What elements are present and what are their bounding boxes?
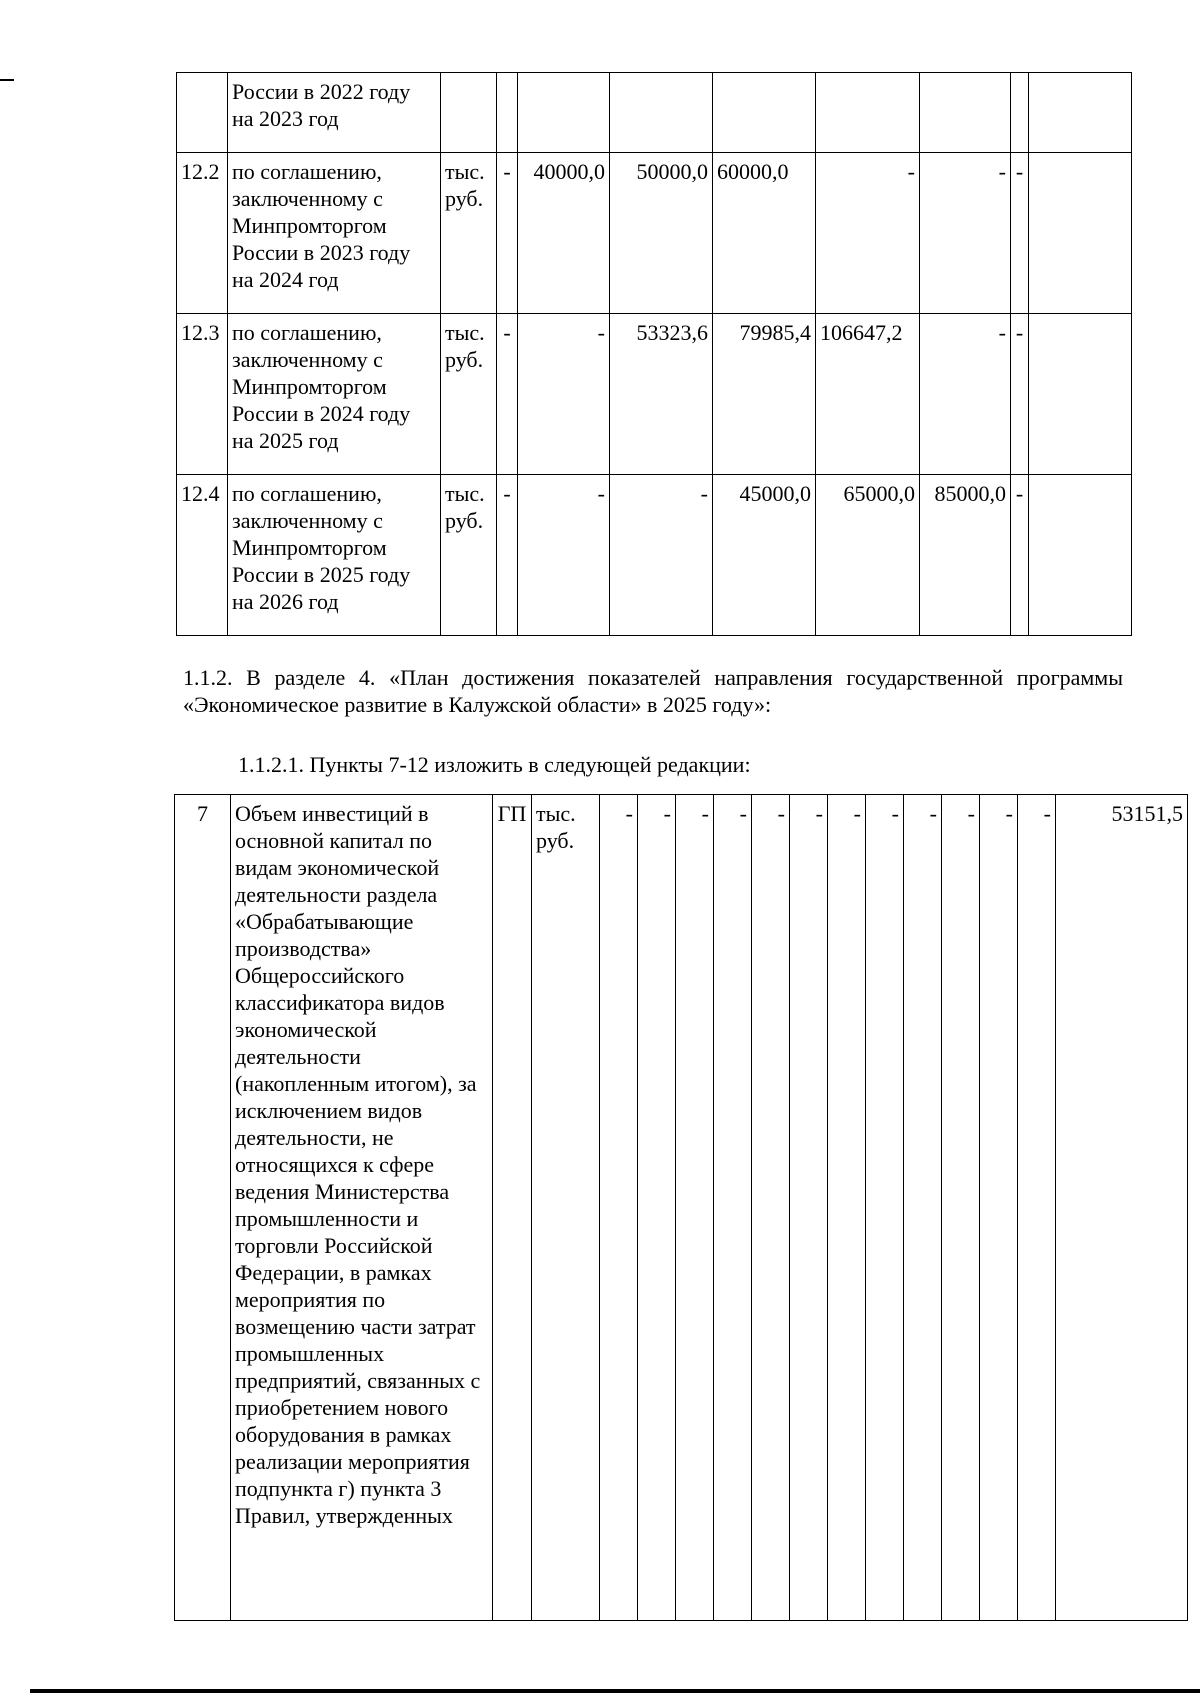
month-cell: - (638, 795, 676, 1621)
value-cell: - (1011, 475, 1029, 636)
month-cell: - (866, 795, 904, 1621)
value-cell (610, 73, 713, 153)
value-cell (713, 73, 816, 153)
paragraph-text: 1.1.2. В разделе 4. «План достижения показателей направления государственной программы «Экономическое развитие в Калужской области» в 2025 году»: (183, 665, 1123, 717)
value-cell: 65000,0 (816, 475, 920, 636)
paragraph-1-1-2-1: 1.1.2.1. Пункты 7-12 изложить в следующей редакции: (238, 752, 751, 777)
page-bottom-rule (30, 1689, 1200, 1693)
indicator-description: Объем инвестиций в основной капитал по видам экономической деятельности раздела «Обрабатывающие производства» Общероссийского классификатора видов экономической деятельности (накопленным итогом), за исключением видов деятельности, не относящихся к сфере ведения Министерства промышленности и торговли Российской Федерации, в рамках мероприятия по возмещению части затрат промышленных предприятий, связанных с приобретением нового оборудования в рамках реализации мероприятия подпункта г) пункта 3 Правил, утвержденных (231, 795, 493, 1621)
value-cell: 106647,2 (816, 314, 920, 475)
month-cell: - (1018, 795, 1056, 1621)
value-cell (518, 73, 610, 153)
table-row (177, 475, 1132, 636)
value-cell: 60000,0 (713, 153, 816, 314)
unit-cell: тыс. руб. (441, 314, 497, 475)
unit-cell: тыс. руб. (441, 475, 497, 636)
page-edge-mark (0, 79, 14, 81)
value-cell (1029, 153, 1132, 314)
table-row (177, 153, 1132, 314)
value-cell: - (920, 153, 1011, 314)
value-cell: 85000,0 (920, 475, 1011, 636)
month-cell: - (942, 795, 980, 1621)
value-cell: - (610, 475, 713, 636)
row-number: 12.4 (177, 475, 228, 636)
value-cell (1029, 73, 1132, 153)
month-cell: - (980, 795, 1018, 1621)
month-cell: - (752, 795, 790, 1621)
value-cell: 79985,4 (713, 314, 816, 475)
row-description: по соглашению, заключенному с Минпромторгом России в 2025 году на 2026 год (228, 475, 441, 636)
month-cell: - (676, 795, 714, 1621)
value-cell: - (920, 314, 1011, 475)
value-cell (1011, 73, 1029, 153)
month-cell: - (600, 795, 638, 1621)
value-cell: - (497, 475, 518, 636)
unit-cell: тыс. руб. (532, 795, 600, 1621)
value-cell (816, 73, 920, 153)
unit-cell: тыс. руб. (441, 153, 497, 314)
month-cell: - (904, 795, 942, 1621)
month-cell: - (714, 795, 752, 1621)
value-cell: 53323,6 (610, 314, 713, 475)
row-number: 7 (175, 795, 231, 1621)
value-cell (1029, 314, 1132, 475)
table-row (177, 314, 1132, 475)
indicators-table (174, 794, 1188, 1621)
value-cell: 50000,0 (610, 153, 713, 314)
row-description: по соглашению, заключенному с Минпромторгом России в 2024 году на 2025 год (228, 314, 441, 475)
row-description: по соглашению, заключенному с Минпромторгом России в 2023 году на 2024 год (228, 153, 441, 314)
row-description: России в 2022 году на 2023 год (228, 73, 441, 153)
row-number: 12.3 (177, 314, 228, 475)
value-cell (1029, 475, 1132, 636)
month-cell: - (790, 795, 828, 1621)
unit-cell (441, 73, 497, 153)
value-cell: - (1011, 153, 1029, 314)
value-cell: - (518, 475, 610, 636)
funding-table (176, 72, 1132, 636)
table-row (177, 73, 1132, 153)
year-total: 53151,5 (1056, 795, 1188, 1621)
value-cell: - (816, 153, 920, 314)
table-row (175, 795, 1188, 1621)
program-level: ГП (493, 795, 532, 1621)
value-cell: 40000,0 (518, 153, 610, 314)
paragraph-1-1-2 (183, 664, 1123, 718)
row-number: 12.2 (177, 153, 228, 314)
value-cell: - (518, 314, 610, 475)
value-cell: - (1011, 314, 1029, 475)
value-cell: - (497, 153, 518, 314)
value-cell: 45000,0 (713, 475, 816, 636)
value-cell (497, 73, 518, 153)
row-number (177, 73, 228, 153)
month-cell: - (828, 795, 866, 1621)
value-cell: - (497, 314, 518, 475)
value-cell (920, 73, 1011, 153)
